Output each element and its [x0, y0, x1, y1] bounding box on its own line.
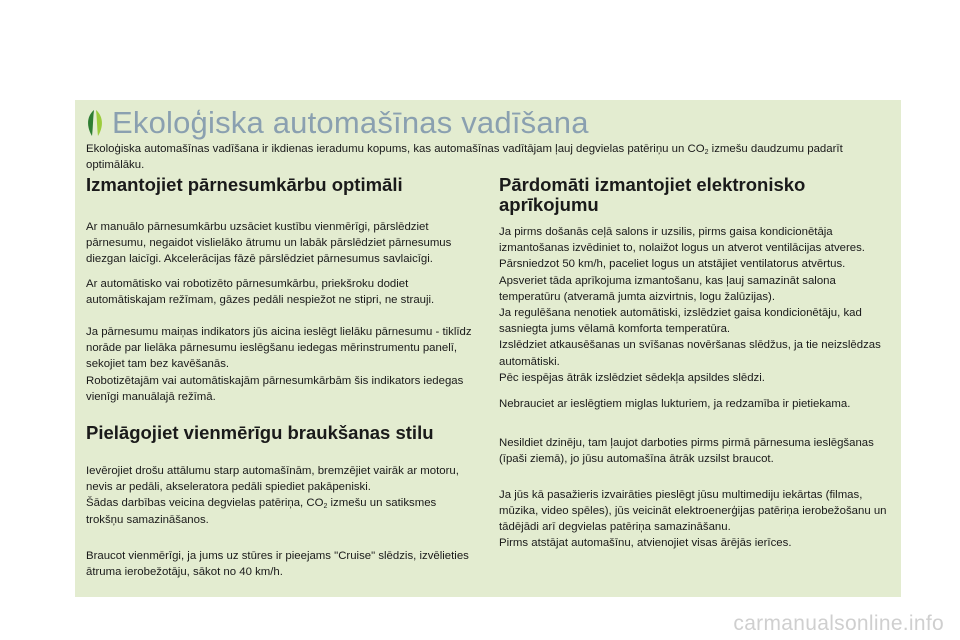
- watermark: carmanualsonline.info: [733, 612, 944, 635]
- electronics-line-aircon: Ja regulēšana nenotiek automātiski, izslēdziet gaisa kondicionētāju, kad sasniegta jums vēlamā komforta temperatūra.: [499, 307, 862, 336]
- section-heading-gearbox: Izmantojiet pārnesumkārbu optimāli: [86, 174, 403, 195]
- driving-paragraph-emissions: Šādas darbības veicina degvielas patēriņa, $CO_2$ izmešu un satiksmes trokšņu samazināšanos.: [86, 497, 437, 526]
- electronics-paragraph-devices: Pirms atstājat automašīnu, atvienojiet visas ārējās ierīces.: [499, 537, 792, 550]
- intro-paragraph: Ekoloģiska automašīnas vadīšana ir ikdienas ieradumu kopums, kas automašīnas vadītājam ļauj degvielas patēriņu un $CO_2$ izmešu daudzumu padarīt optimālāku.: [86, 143, 843, 171]
- gearbox-paragraph-automatic: Ar automātisko vai robotizēto pārnesumkārbu, priekšroku dodiet automātiskajam režīmam, gāzes pedāli nespiežot ne stipri, ne strauji.: [86, 277, 435, 306]
- gearbox-paragraph-indicator: Ja pārnesumu maiņas indikators jūs aicina ieslēgt lielāku pārnesumu - tiklīdz norāde par lielāka pārnesumu ieslēgšanu iedegas mērinstrumentu panelī, sekojiet tam bez kavēšanās.: [86, 326, 472, 371]
- right-column: [499, 175, 889, 551]
- driving-paragraph-distance: Ievērojiet drošu attālumu starp automašīnām, bremzējiet vairāk ar motoru, nevis ar pedāli, akseleratora pedāli spiediet pakāpeniski.: [86, 465, 459, 494]
- driving-paragraph-cruise: Braucot vienmērīgi, ja jums uz stūres ir pieejams "Cruise" slēdzis, izvēlieties ātruma ierobežotāju, sākot no 40 km/h.: [86, 549, 469, 579]
- electronics-paragraph-fog-lights: Nebrauciet ar ieslēgtiem miglas lukturiem, ja redzamība ir pietiekama.: [499, 398, 851, 411]
- electronics-line-equipment: Apsveriet tāda aprīkojuma izmantošanu, kas ļauj samazināt salona temperatūru (atveramā jumta aizvirtnis, logu žalūzijas).: [499, 274, 836, 303]
- electronics-paragraph-multimedia: Ja jūs kā pasažieris izvairāties pieslēgt jūsu multimediju iekārtas (filmas, mūzika, video spēles), jūs veicināt elektroenerģijas patēriņa ierobežošanu un tādējādi arī degvielas patēriņa samazināšanu.: [499, 488, 887, 534]
- electronics-line-seat-heating: Pēc iespējas ātrāk izslēdziet sēdekļa apsildes slēdzi.: [499, 371, 765, 384]
- leaf-icon: [84, 108, 106, 138]
- gearbox-paragraph-robotized: Robotizētajām vai automātiskajām pārnesumkārbām šis indikators iedegas vienīgi manuālajā režīmā.: [86, 374, 464, 403]
- electronics-line-ventilate: Ja pirms došanās ceļā salons ir uzsilis, pirms gaisa kondicionētāja izmantošanas izvēdiniet to, nolaižot logus un atverot ventilācijas atveres.: [499, 226, 865, 255]
- left-column: [86, 175, 476, 580]
- page-title: Ekoloģiska automašīnas vadīšana: [112, 105, 589, 140]
- electronics-line-defrost: Izslēdziet atkausēšanas un svīšanas novēršanas slēdžus, ja tie neizslēdzas automātiski.: [499, 339, 881, 368]
- section-heading-driving-style: Pielāgojiet vienmērīgu braukšanas stilu: [86, 422, 434, 444]
- gearbox-paragraph-manual: Ar manuālo pārnesumkārbu uzsāciet kustību vienmērīgi, pārslēdziet pārnesumu, negaidot vislielāko ātrumu un labāk pārslēdziet pārnesumus diezgan laicīgi. Akcelerācijas fāzē pārslēdziet pārnesumus savlaicīgi.: [86, 221, 452, 266]
- electronics-line-windows: Pārsniedzot 50 km/h, paceliet logus un atstājiet ventilatorus atvērtus.: [499, 258, 846, 271]
- title-row: [84, 104, 589, 142]
- section-heading-electronics: Pārdomāti izmantojiet elektronisko aprīkojumu: [499, 174, 806, 215]
- electronics-paragraph-warmup: Nesildiet dzinēju, tam ļaujot darboties pirms pirmā pārnesuma ieslēgšanas (īpaši ziemā), jo jūsu automašīna ātrāk uzsilst braucot.: [499, 437, 874, 466]
